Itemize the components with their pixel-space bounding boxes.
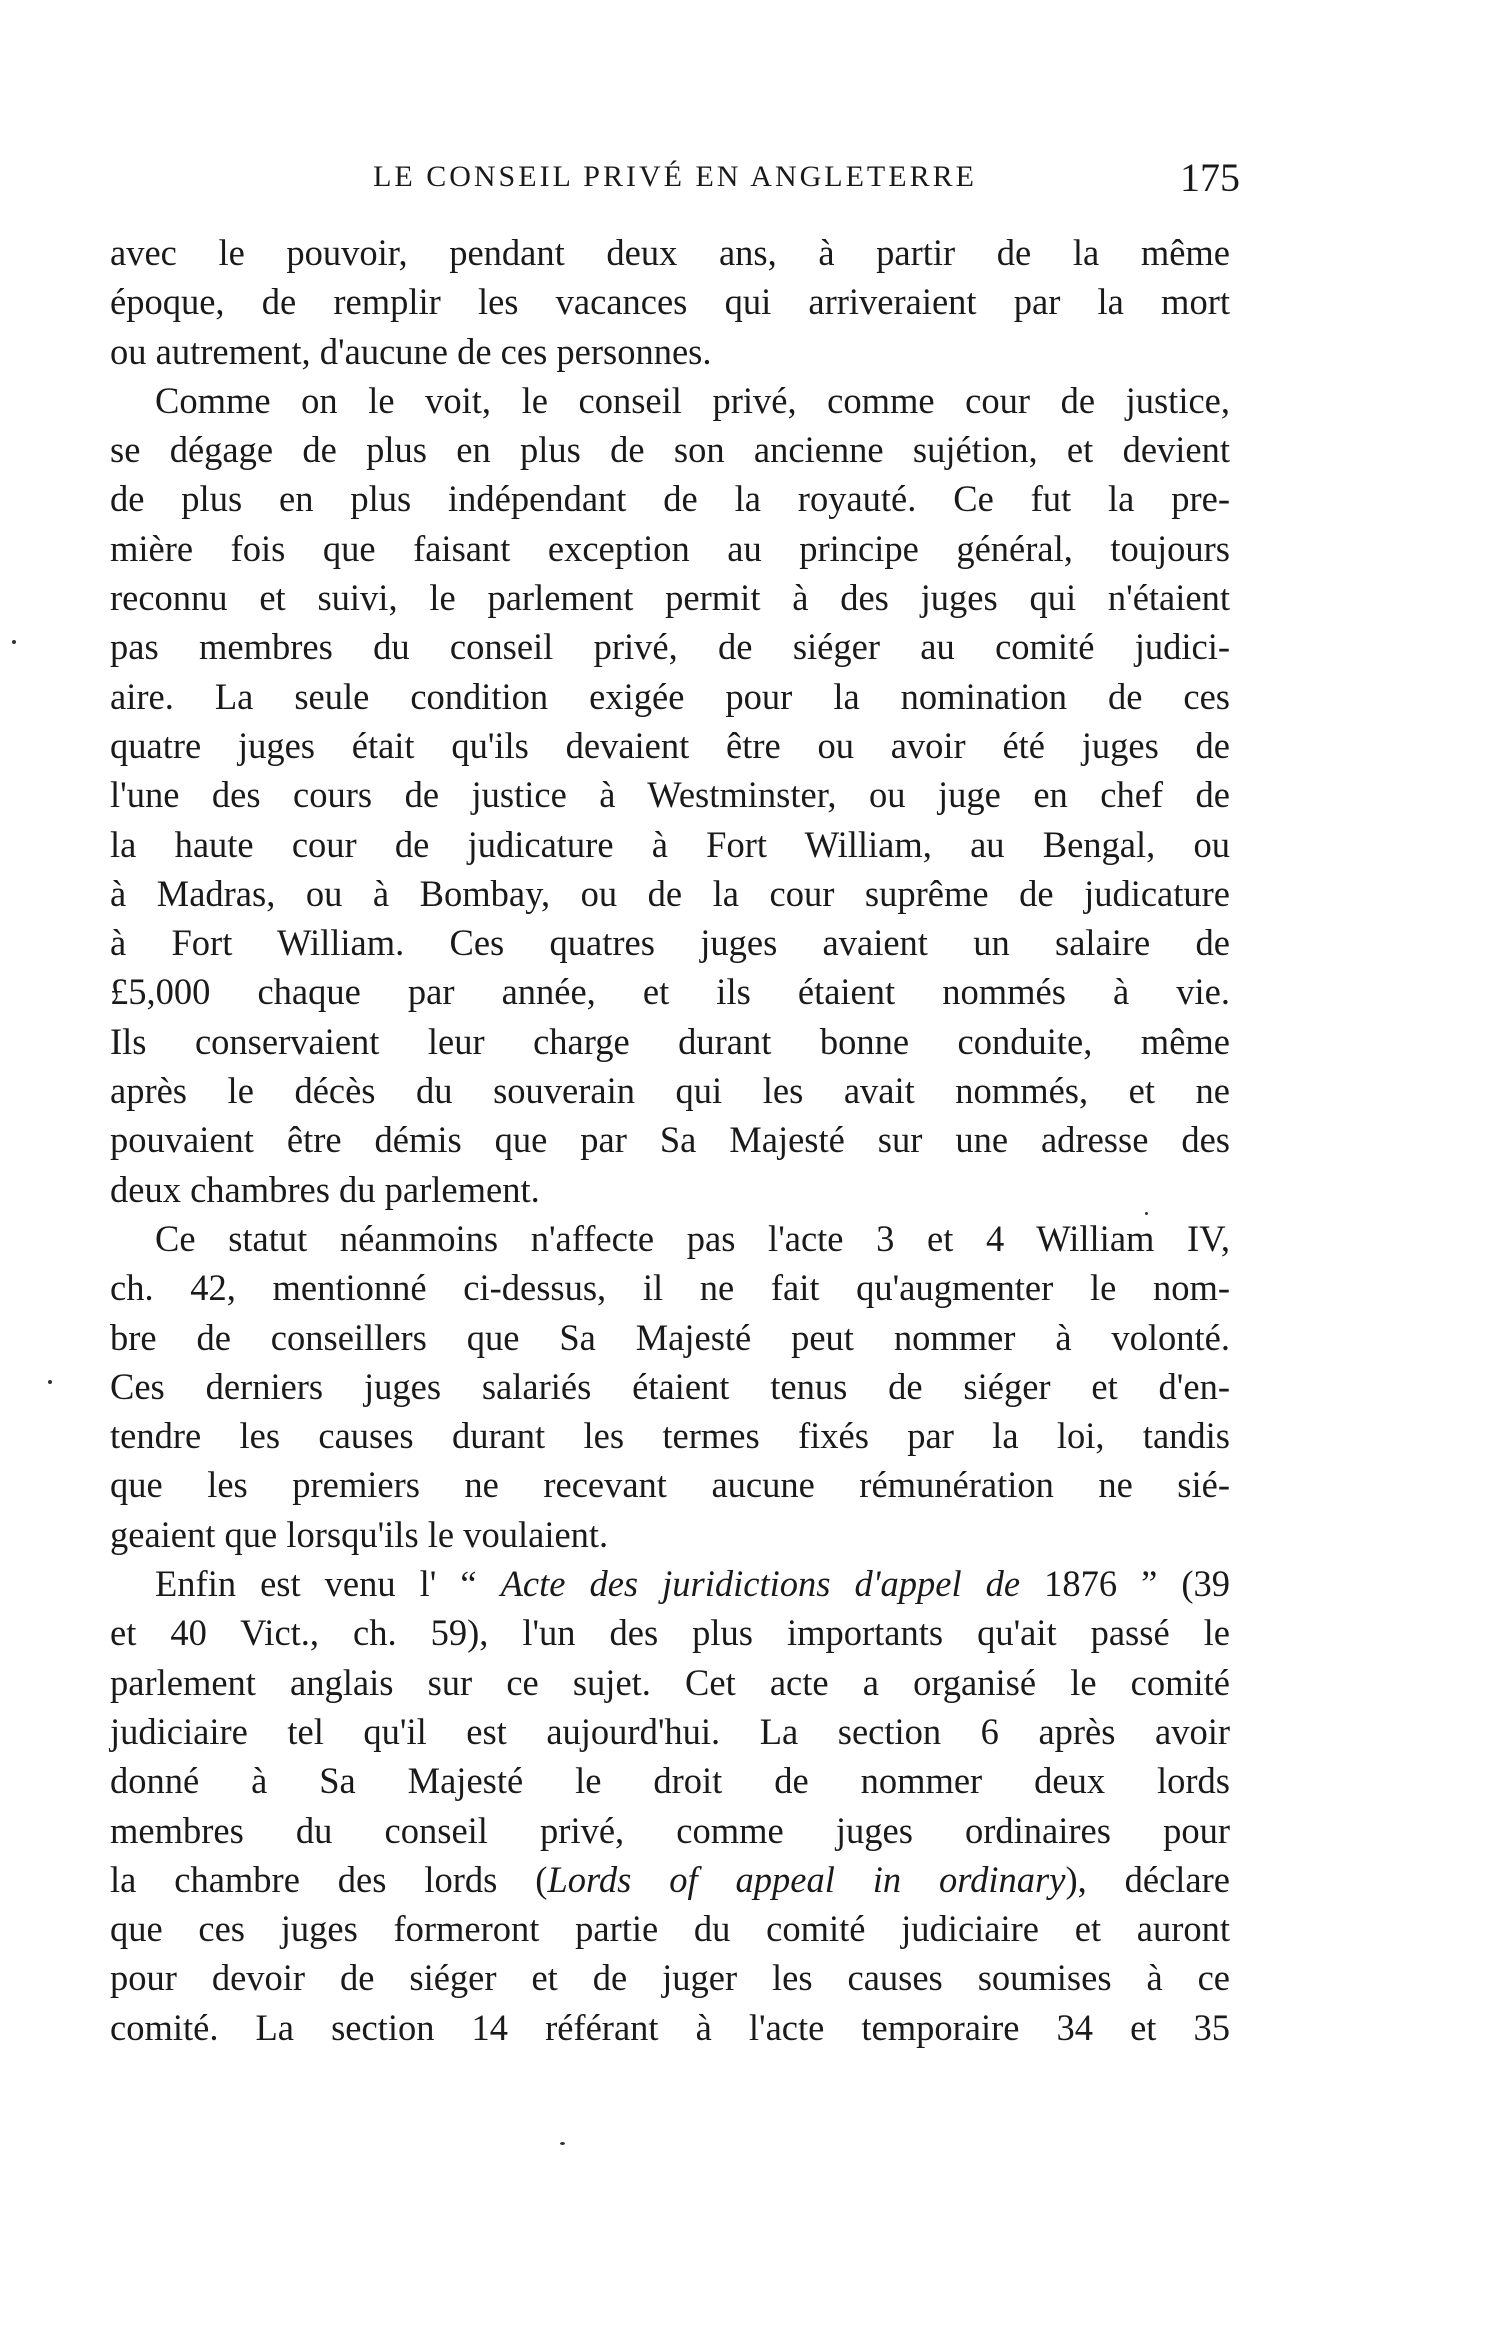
italic-title: Lords of appeal in ordinary <box>547 1858 1066 1900</box>
text-line: Comme on le voit, le conseil privé, comme cour de justice, <box>155 379 1230 421</box>
text-line: deux chambres du parlement. <box>110 1168 540 1210</box>
text-line: l'une des cours de justice à Westminster, ou juge en chef de <box>110 774 1230 816</box>
text-line: quatre juges était qu'ils devaient être ou avoir été juges de <box>110 724 1230 766</box>
text-line: aire. La seule condition exigée pour la nomination de ces <box>110 675 1230 717</box>
text-line: Ils conservaient leur charge durant bonne conduite, même <box>110 1020 1230 1062</box>
text-line: de plus en plus indépendant de la royauté. Ce fut la pre- <box>110 478 1230 520</box>
text-line: ou autrement, d'aucune de ces personnes. <box>110 330 712 372</box>
text-segment: 1876 ” (39 <box>1020 1563 1231 1605</box>
text-line: Ces derniers juges salariés étaient tenus de siéger et d'en- <box>110 1365 1230 1407</box>
text-line: à Madras, ou à Bombay, ou de la cour suprême de judicature <box>110 872 1230 914</box>
text-segment: Enfin est venu l' “ <box>155 1563 501 1605</box>
text-line: la haute cour de judicature à Fort William, au Bengal, ou <box>110 823 1230 865</box>
paper-speck <box>48 1380 52 1384</box>
text-line: reconnu et suivi, le parlement permit à des juges qui n'étaient <box>110 577 1230 619</box>
text-segment: ), déclare <box>1065 1858 1230 1900</box>
text-line: donné à Sa Majesté le droit de nommer deux lords <box>110 1760 1230 1802</box>
text-line: tendre les causes durant les termes fixés par la loi, tandis <box>110 1415 1230 1457</box>
text-line: £5,000 chaque par année, et ils étaient nommés à vie. <box>110 971 1230 1013</box>
italic-title: Acte des juridictions d'appel de <box>500 1563 1021 1605</box>
paper-speck <box>12 640 16 644</box>
text-line: que les premiers ne recevant aucune rémunération ne sié- <box>110 1464 1230 1506</box>
paper-speck <box>560 2142 565 2145</box>
body-text <box>110 228 1230 2052</box>
text-line: parlement anglais sur ce sujet. Cet acte a organisé le comité <box>110 1661 1230 1703</box>
text-line: geaient que lorsqu'ils le voulaient. <box>110 1513 609 1555</box>
text-line: mière fois que faisant exception au principe général, toujours <box>110 527 1230 569</box>
text-line: et 40 Vict., ch. 59), l'un des plus importants qu'ait passé le <box>110 1612 1230 1654</box>
text-line: que ces juges formeront partie du comité judiciaire et auront <box>110 1908 1230 1950</box>
page-number: 175 <box>1180 155 1240 200</box>
text-line: ch. 42, mentionné ci-dessus, il ne fait qu'augmenter le nom- <box>110 1267 1230 1309</box>
page-header <box>110 155 1240 208</box>
text-line: époque, de remplir les vacances qui arriveraient par la mort <box>110 281 1230 323</box>
paper-speck <box>1145 1212 1148 1215</box>
text-line: à Fort William. Ces quatres juges avaient un salaire de <box>110 922 1230 964</box>
text-line <box>110 1559 1230 1608</box>
running-title: LE CONSEIL PRIVÉ EN ANGLETERRE <box>373 160 977 193</box>
text-line: pas membres du conseil privé, de siéger au comité judici- <box>110 626 1230 668</box>
text-line: pour devoir de siéger et de juger les causes soumises à ce <box>110 1957 1230 1999</box>
text-line <box>110 1855 1230 1904</box>
text-line: avec le pouvoir, pendant deux ans, à partir de la même <box>110 232 1230 273</box>
text-line: se dégage de plus en plus de son ancienne sujétion, et devient <box>110 429 1230 471</box>
text-line: bre de conseillers que Sa Majesté peut nommer à volonté. <box>110 1316 1230 1358</box>
text-line: membres du conseil privé, comme juges ordinaires pour <box>110 1809 1230 1851</box>
text-line: pouvaient être démis que par Sa Majesté sur une adresse des <box>110 1119 1230 1161</box>
text-line: judiciaire tel qu'il est aujourd'hui. La section 6 après avoir <box>110 1710 1230 1752</box>
text-line: comité. La section 14 référant à l'acte temporaire 34 et 35 <box>110 2006 1230 2048</box>
text-line: après le décès du souverain qui les avait nommés, et ne <box>110 1070 1230 1112</box>
text-line: Ce statut néanmoins n'affecte pas l'acte 3 et 4 William IV, <box>155 1217 1230 1259</box>
text-segment: la chambre des lords ( <box>110 1858 548 1900</box>
